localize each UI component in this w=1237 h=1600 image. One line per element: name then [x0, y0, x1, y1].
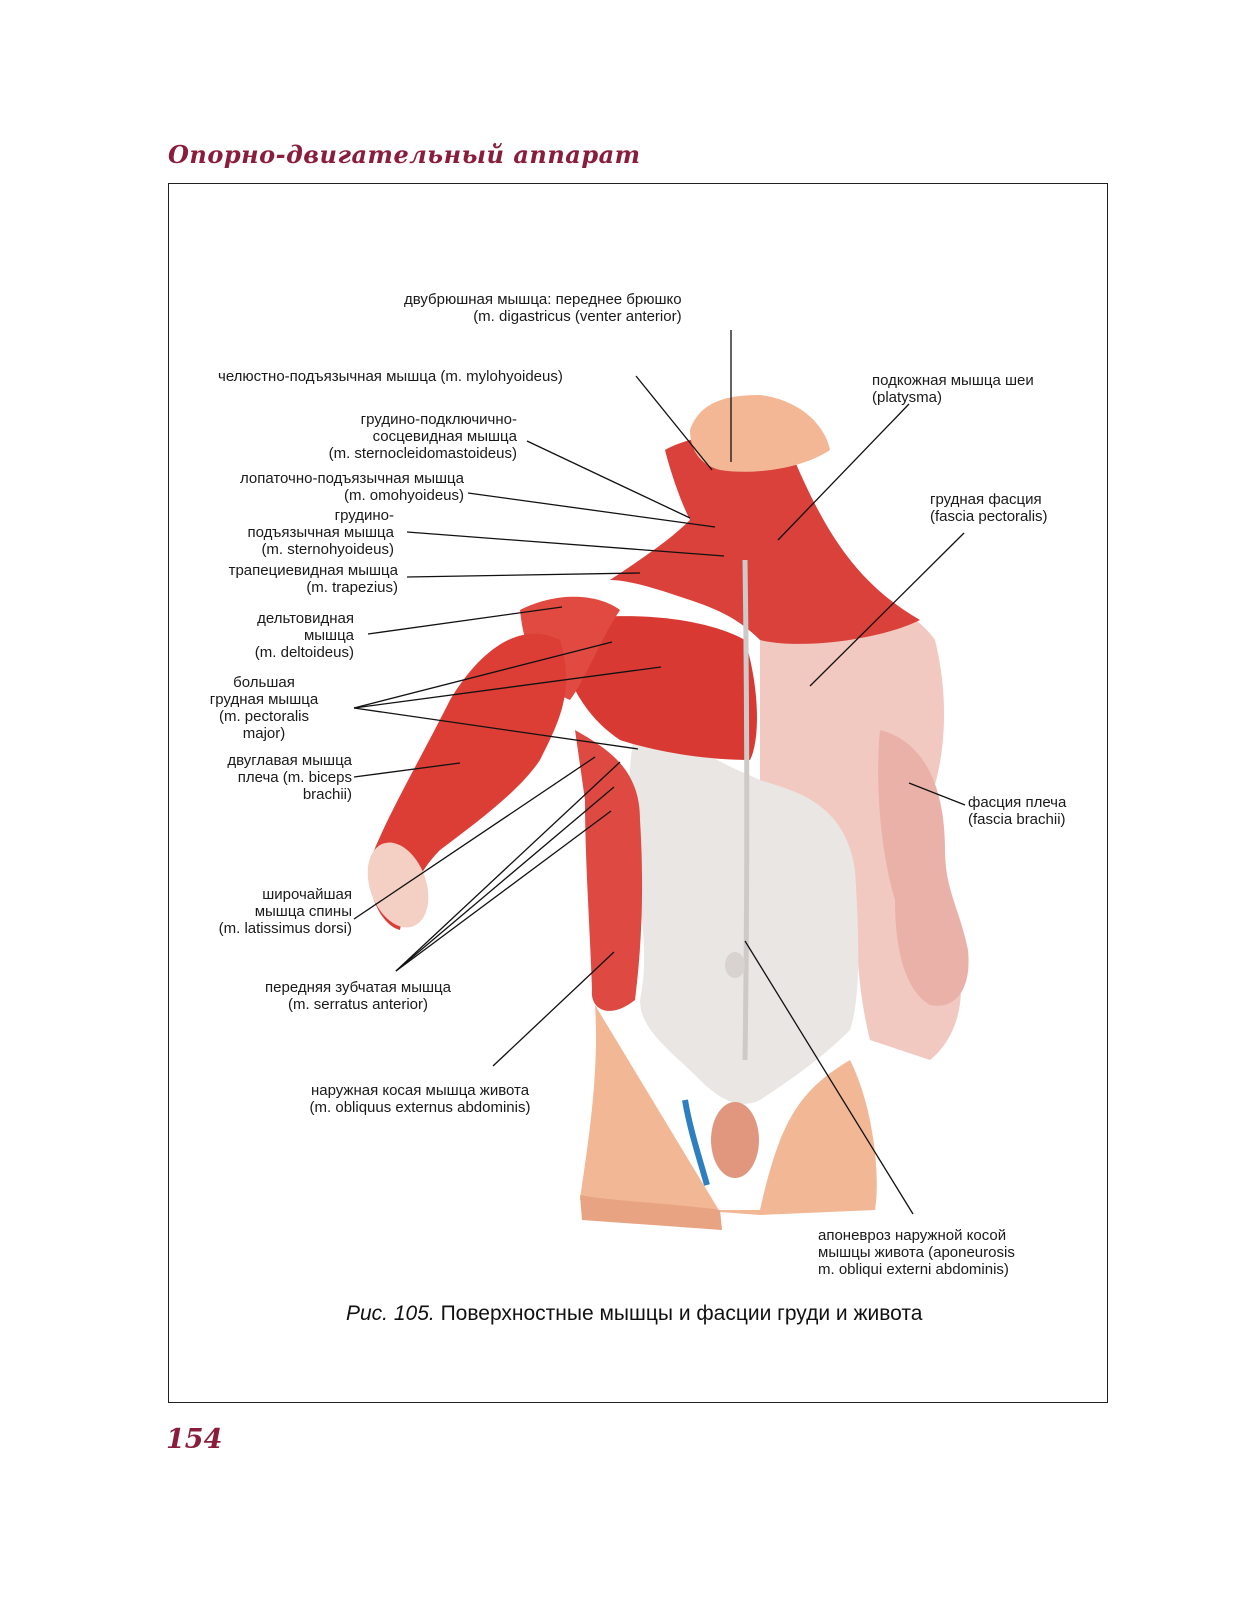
label-sternocleidomastoideus: грудино-подключично- сосцевидная мышца (m. sternocleidomastoideus) — [328, 411, 517, 462]
genital — [711, 1102, 759, 1178]
label-fascia-brachii: фасция плеча (fascia brachii) — [968, 794, 1067, 828]
label-mylohyoideus: челюстно-подъязычная мышца (m. mylohyoideus) — [218, 368, 563, 385]
label-serratus-anterior: передняя зубчатая мышца (m. serratus anterior) — [265, 979, 451, 1013]
label-obliquus-externus: наружная косая мышца живота (m. obliquus externus abdominis) — [309, 1082, 531, 1116]
figure-caption — [346, 1302, 922, 1326]
label-digastricus: двубрюшная мышца: переднее брюшко (m. digastricus (venter anterior) — [404, 291, 682, 325]
running-title: Опорно-двигательный аппарат — [168, 140, 641, 169]
label-sternohyoideus: грудино- подъязычная мышца (m. sternohyoideus) — [247, 507, 394, 558]
label-platysma: подкожная мышца шеи (platysma) — [872, 372, 1034, 406]
label-deltoideus: дельтовидная мышца (m. deltoideus) — [254, 610, 354, 661]
label-aponeurosis: апоневроз наружной косой мышцы живота (aponeurosis m. obliqui externi abdominis) — [818, 1227, 1015, 1278]
linea-alba — [745, 560, 747, 1060]
label-trapezius: трапециевидная мышца (m. trapezius) — [228, 562, 398, 596]
page-number: 154 — [166, 1424, 223, 1455]
label-pectoralis-major: большая грудная мышца (m. pectoralis major) — [209, 674, 319, 742]
label-latissimus-dorsi: широчайшая мышца спины (m. latissimus dorsi) — [218, 886, 352, 937]
figure-number: Рис. 105. — [346, 1302, 435, 1325]
label-fascia-pectoralis: грудная фасция (fascia pectoralis) — [930, 491, 1048, 525]
figure-title: Поверхностные мышцы и фасции груди и живота — [440, 1302, 923, 1325]
navel — [725, 952, 745, 978]
label-biceps-brachii: двуглавая мышца плеча (m. biceps brachii) — [227, 752, 352, 803]
label-omohyoideus: лопаточно-подъязычная мышца (m. omohyoideus) — [239, 470, 464, 504]
head — [690, 395, 830, 472]
